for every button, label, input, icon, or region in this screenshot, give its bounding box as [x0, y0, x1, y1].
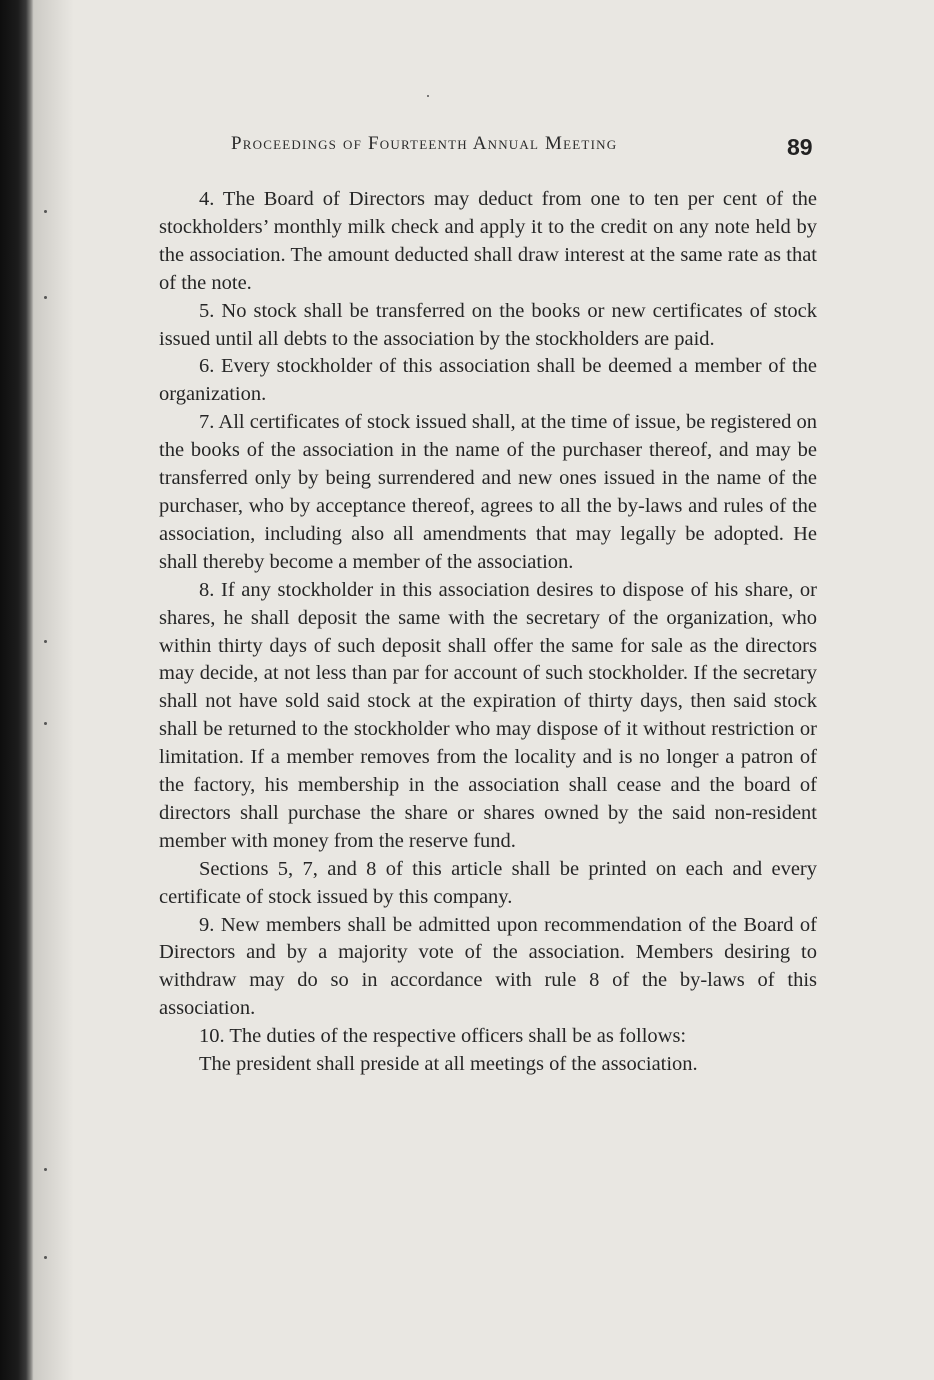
page-number: 89	[787, 134, 813, 160]
paragraph-rule-8: 8. If any stockholder in this association desires to dispose of his share, or shares, he shall deposit the same with the secretary of the organization, who within thirty days of such deposit shall offer the same for sale as the directors may decide, at not less than par for account of such stockholder. If the secretary shall not have sold said stock at the expiration of thirty days, then said stock shall be returned to the stockholder who may dispose of it without restriction or limitation. If a member removes from the locality and is no longer a patron of the factory, his membership in the association shall cease and the board of directors shall purchase the share or shares owned by the said non-resident member with money from the reserve fund.	[159, 578, 817, 852]
paragraph-rule-9: 9. New members shall be admitted upon recommendation of the Board of Directors and by a majority vote of the association. Members desiring to withdraw may do so in accordance with rule 8 of the by-laws of this association.	[159, 913, 817, 1020]
page-speck	[44, 722, 47, 725]
paragraph-rule-6: 6. Every stockholder of this association shall be deemed a member of the organization.	[159, 355, 817, 406]
body-text	[159, 186, 817, 1079]
paragraph-rule-5: 5. No stock shall be transferred on the books or new certificates of stock issued until all debts to the association by the stockholders are paid.	[159, 299, 817, 350]
paragraph-rule-7: 7. All certificates of stock issued shall, at the time of issue, be registered on the books of the association in the name of the purchaser thereof, and may be transferred only by being surrendered and new ones issued in the name of the purchaser, who by acceptance thereof, agrees to all the by-laws and rules of the association, including also all amendments that may legally be adopted. He shall thereby become a member of the association.	[159, 411, 817, 573]
page-speck	[44, 1256, 47, 1259]
page-speck	[44, 296, 47, 299]
paragraph-sections-note: Sections 5, 7, and 8 of this article shall be printed on each and every certificate of stock issued by this company.	[159, 857, 817, 908]
page-speck	[44, 640, 47, 643]
page-speck	[427, 95, 429, 97]
running-head: Proceedings of Fourteenth Annual Meeting	[231, 133, 618, 154]
page-speck	[44, 1168, 47, 1171]
paragraph-rule-4: 4. The Board of Directors may deduct from one to ten per cent of the stockholders’ monthly milk check and apply it to the credit on any note held by the association. The amount deducted shall draw interest at the same rate as that of the note.	[159, 188, 817, 294]
page-gutter-shadow	[34, 0, 74, 1380]
page-speck	[44, 210, 47, 213]
book-binding-edge	[0, 0, 34, 1380]
paragraph-president-duties: The president shall preside at all meetings of the association.	[199, 1053, 698, 1076]
paragraph-rule-10: 10. The duties of the respective officers shall be as follows:	[199, 1025, 687, 1048]
